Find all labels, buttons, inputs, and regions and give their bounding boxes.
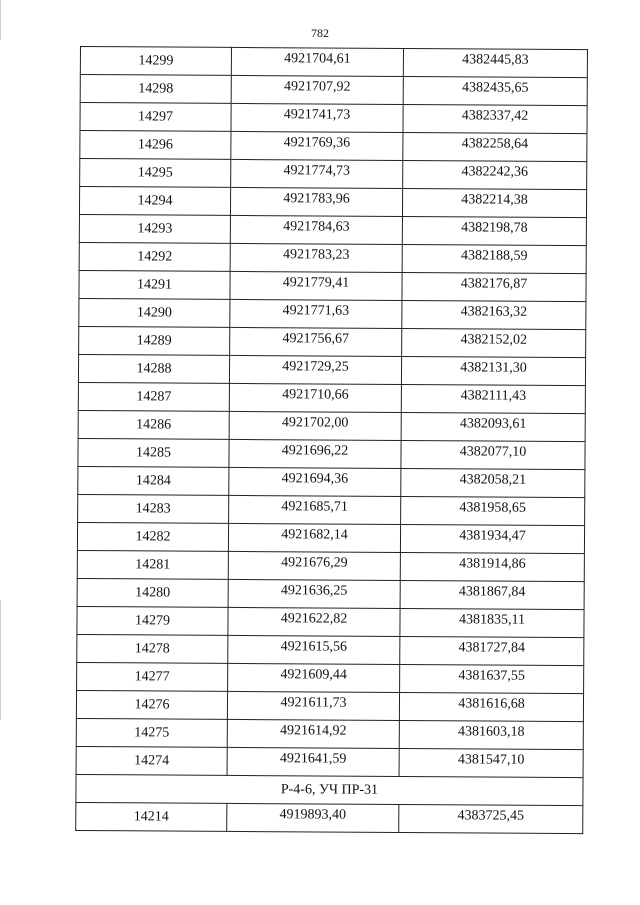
y-coordinate-value: 4382445,83: [462, 52, 529, 68]
y-coordinate-value: 4382258,64: [461, 136, 529, 152]
x-coordinate-cell: [227, 719, 399, 748]
table-row: [79, 242, 586, 273]
table-row: [76, 718, 583, 749]
point-number-cell: 14277: [77, 662, 228, 691]
y-coordinate-value: 4381727,84: [458, 640, 526, 656]
x-coordinate-value: 4921707,92: [283, 79, 351, 95]
x-coordinate-cell: [228, 523, 400, 552]
table-row: [78, 354, 585, 385]
point-number-cell: 14298: [80, 75, 231, 104]
x-coordinate-cell: [231, 103, 403, 132]
y-coordinate-cell: [400, 608, 584, 637]
y-coordinate-cell: [400, 552, 584, 581]
x-coordinate-value: 4921741,73: [283, 107, 351, 123]
x-coordinate-cell: [228, 607, 400, 636]
x-coordinate-value: 4921614,92: [280, 723, 347, 739]
point-number-cell: 14214: [76, 802, 227, 831]
y-coordinate-value: 4381637,55: [458, 668, 525, 684]
section-table-body: [76, 802, 583, 833]
y-coordinate-value: 4381603,18: [458, 724, 525, 740]
table-row: [77, 634, 584, 665]
y-coordinate-value: 4382242,36: [461, 164, 529, 180]
table-row: [78, 494, 585, 525]
point-number-cell: 14275: [76, 718, 227, 747]
x-coordinate-cell: [230, 271, 402, 300]
point-number-cell: 14296: [80, 131, 231, 160]
coordinates-table-body: [76, 47, 587, 778]
y-coordinate-cell: [402, 272, 586, 301]
x-coordinate-value: 4919893,40: [279, 807, 347, 823]
point-number-cell: 14294: [79, 187, 230, 216]
y-coordinate-value: 4382152,02: [460, 332, 528, 348]
table-row: [79, 187, 586, 218]
point-number-cell: 14289: [79, 326, 230, 355]
table-row: [79, 214, 586, 245]
x-coordinate-cell: [230, 215, 402, 244]
y-coordinate-value: 4382093,61: [459, 416, 527, 432]
y-coordinate-cell: [400, 580, 584, 609]
y-coordinate-value: 4382163,32: [460, 304, 528, 320]
x-coordinate-value: 4921783,96: [283, 191, 350, 207]
x-coordinate-value: 4921729,25: [282, 359, 349, 375]
y-coordinate-value: 4381547,10: [457, 752, 525, 768]
y-coordinate-cell: [403, 160, 587, 189]
table-row: [80, 75, 587, 106]
x-coordinate-cell: [229, 439, 401, 468]
page-number: 782: [311, 26, 329, 40]
table-row: [77, 550, 584, 581]
point-number-cell: 14290: [79, 298, 230, 327]
x-coordinate-value: 4921636,25: [280, 583, 348, 599]
point-number-cell: 14284: [78, 466, 229, 495]
table-row: [80, 103, 587, 134]
y-coordinate-cell: [399, 804, 583, 833]
point-number-cell: 14286: [78, 410, 229, 439]
y-coordinate-value: 4381835,11: [458, 612, 526, 628]
x-coordinate-value: 4921611,73: [280, 695, 347, 711]
y-coordinate-value: 4381616,68: [458, 696, 525, 712]
left-edge-mark: [0, 600, 1, 720]
x-coordinate-cell: [228, 579, 400, 608]
x-coordinate-value: 4921702,00: [281, 415, 349, 431]
point-number-cell: 14274: [76, 746, 227, 775]
y-coordinate-cell: [403, 104, 587, 133]
point-number-cell: 14287: [78, 382, 229, 411]
y-coordinate-value: 4382198,78: [461, 220, 528, 236]
x-coordinate-cell: [228, 551, 400, 580]
left-edge-mark: [0, 0, 1, 40]
point-number-cell: 14282: [77, 522, 228, 551]
y-coordinate-cell: [399, 720, 583, 749]
x-coordinate-cell: [230, 299, 402, 328]
x-coordinate-value: 4921769,36: [283, 135, 351, 151]
y-coordinate-cell: [401, 384, 585, 413]
x-coordinate-value: 4921676,29: [281, 555, 348, 571]
table-row: [77, 578, 584, 609]
x-coordinate-value: 4921609,44: [280, 667, 347, 683]
x-coordinate-cell: [231, 131, 403, 160]
y-coordinate-value: 4381914,86: [459, 556, 526, 572]
x-coordinate-cell: [230, 327, 402, 356]
x-coordinate-cell: [231, 47, 403, 76]
x-coordinate-value: 4921710,66: [282, 387, 349, 403]
x-coordinate-cell: [230, 187, 402, 216]
y-coordinate-cell: [403, 76, 587, 105]
point-number-cell: 14279: [77, 606, 228, 635]
point-number-cell: 14292: [79, 242, 230, 271]
coordinates-table: [75, 46, 588, 834]
x-coordinate-cell: [227, 691, 399, 720]
table-row: [78, 382, 585, 413]
x-coordinate-cell: [229, 495, 401, 524]
point-number-cell: 14285: [78, 438, 229, 467]
y-coordinate-value: 4382111,43: [460, 388, 527, 404]
y-coordinate-value: 4382337,42: [461, 108, 529, 124]
table-row: [80, 47, 587, 78]
y-coordinate-value: 4382058,21: [459, 472, 527, 488]
table-row: [77, 522, 584, 553]
x-coordinate-value: 4921756,67: [282, 331, 350, 347]
x-coordinate-value: 4921779,41: [282, 275, 350, 291]
y-coordinate-value: 4382435,65: [461, 80, 529, 96]
x-coordinate-value: 4921682,14: [281, 527, 348, 543]
y-coordinate-cell: [402, 188, 586, 217]
table-row: [80, 159, 587, 190]
x-coordinate-cell: [227, 803, 399, 832]
y-coordinate-value: 4383725,45: [457, 808, 525, 824]
y-coordinate-cell: [401, 496, 585, 525]
y-coordinate-cell: [401, 412, 585, 441]
x-coordinate-value: 4921784,63: [283, 219, 350, 235]
y-coordinate-value: 4382214,38: [461, 192, 528, 208]
point-number-cell: 14278: [77, 634, 228, 663]
y-coordinate-value: 4382188,59: [460, 248, 528, 264]
section-header-row: [76, 774, 583, 805]
point-number-cell: 14281: [77, 550, 228, 579]
table-row: [79, 326, 586, 357]
x-coordinate-value: 4921622,82: [280, 611, 348, 627]
x-coordinate-value: 4921685,71: [281, 499, 348, 515]
table-row: [76, 690, 583, 721]
point-number-cell: 14295: [80, 159, 231, 188]
point-number-cell: 14293: [79, 214, 230, 243]
table-row: [77, 606, 584, 637]
point-number-cell: 14283: [78, 494, 229, 523]
x-coordinate-cell: [229, 467, 401, 496]
y-coordinate-cell: [400, 636, 584, 665]
x-coordinate-value: 4921641,59: [279, 751, 347, 767]
table-row: [78, 410, 585, 441]
y-coordinate-cell: [400, 524, 584, 553]
table-row: [76, 802, 583, 833]
y-coordinate-cell: [401, 356, 585, 385]
y-coordinate-cell: [401, 440, 585, 469]
y-coordinate-cell: [399, 692, 583, 721]
x-coordinate-cell: [230, 243, 402, 272]
x-coordinate-cell: [229, 355, 401, 384]
point-number-cell: 14299: [80, 47, 231, 76]
x-coordinate-value: 4921696,22: [281, 443, 349, 459]
section-title: Р-4-6, УЧ ПР-31: [76, 774, 583, 805]
table-row: [77, 662, 584, 693]
x-coordinate-value: 4921615,56: [280, 639, 348, 655]
table-row: [76, 746, 583, 777]
section-header-body: [76, 774, 583, 805]
table-row: [78, 438, 585, 469]
x-coordinate-value: 4921694,36: [281, 471, 349, 487]
y-coordinate-value: 4381934,47: [459, 528, 526, 544]
point-number-cell: 14276: [76, 690, 227, 719]
x-coordinate-cell: [228, 663, 400, 692]
x-coordinate-cell: [228, 635, 400, 664]
table-row: [79, 298, 586, 329]
x-coordinate-cell: [229, 411, 401, 440]
x-coordinate-value: 4921774,73: [283, 163, 351, 179]
point-number-cell: 14297: [80, 103, 231, 132]
y-coordinate-cell: [401, 468, 585, 497]
x-coordinate-value: 4921704,61: [284, 51, 351, 67]
point-number-cell: 14291: [79, 270, 230, 299]
y-coordinate-value: 4382077,10: [459, 444, 527, 460]
y-coordinate-cell: [400, 664, 584, 693]
y-coordinate-cell: [402, 244, 586, 273]
y-coordinate-cell: [402, 328, 586, 357]
x-coordinate-cell: [231, 159, 403, 188]
y-coordinate-cell: [402, 216, 586, 245]
y-coordinate-value: 4382131,30: [460, 360, 527, 376]
y-coordinate-cell: [402, 300, 586, 329]
table-row: [78, 466, 585, 497]
y-coordinate-value: 4381867,84: [458, 584, 526, 600]
y-coordinate-value: 4382176,87: [460, 276, 528, 292]
y-coordinate-cell: [399, 748, 583, 777]
point-number-cell: 14288: [78, 354, 229, 383]
x-coordinate-cell: [231, 75, 403, 104]
x-coordinate-cell: [227, 747, 399, 776]
y-coordinate-value: 4381958,65: [459, 500, 526, 516]
table-row: [80, 131, 587, 162]
x-coordinate-cell: [229, 383, 401, 412]
y-coordinate-cell: [403, 132, 587, 161]
table-row: [79, 270, 586, 301]
y-coordinate-cell: [403, 48, 587, 77]
point-number-cell: 14280: [77, 578, 228, 607]
x-coordinate-value: 4921783,23: [282, 247, 350, 263]
x-coordinate-value: 4921771,63: [282, 303, 350, 319]
